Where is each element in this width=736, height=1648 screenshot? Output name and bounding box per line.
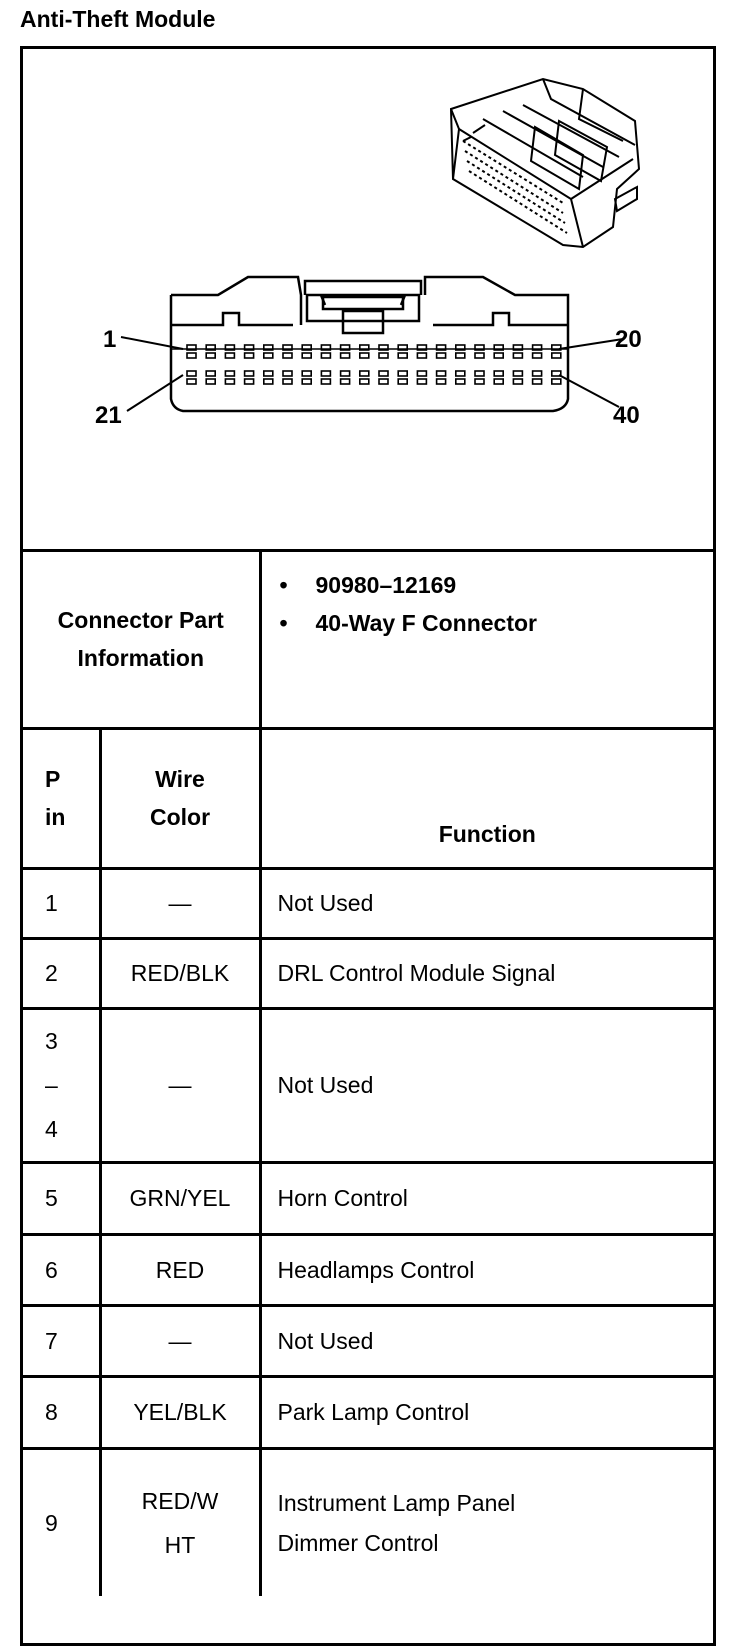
pin-cavity bbox=[437, 379, 446, 384]
page-title: Anti-Theft Module bbox=[20, 6, 216, 32]
pin-cavity bbox=[456, 345, 465, 350]
pin-cavity bbox=[302, 353, 311, 358]
pin-cavity bbox=[533, 371, 542, 376]
wire-color-cell: RED/BLK bbox=[100, 938, 260, 1008]
pin-cavity bbox=[494, 379, 503, 384]
pin-cavity bbox=[456, 379, 465, 384]
pin-cavity bbox=[283, 353, 292, 358]
connector-frame bbox=[20, 46, 716, 1646]
pin-cavity bbox=[187, 379, 196, 384]
wire-color-cell: RED bbox=[100, 1234, 260, 1305]
wire-color-cell: RED/W HT bbox=[100, 1448, 260, 1596]
pin-cavity bbox=[379, 379, 388, 384]
pin-cavity bbox=[533, 345, 542, 350]
pin-cavity bbox=[437, 345, 446, 350]
pin-rows bbox=[187, 345, 561, 384]
pin-cavity bbox=[225, 345, 234, 350]
pin-cell: 8 bbox=[23, 1376, 100, 1448]
pin-cavity bbox=[245, 379, 254, 384]
connector-svg bbox=[23, 49, 713, 549]
pin-cavity bbox=[398, 353, 407, 358]
pin-cavity bbox=[437, 371, 446, 376]
table-row bbox=[23, 1305, 713, 1376]
pin-cavity bbox=[264, 345, 273, 350]
pin-cavity bbox=[225, 371, 234, 376]
function-cell: DRL Control Module Signal bbox=[260, 938, 713, 1008]
pin-cavity bbox=[187, 345, 196, 350]
pin-cavity bbox=[417, 371, 426, 376]
wire-color-cell: — bbox=[100, 868, 260, 938]
pin-cavity bbox=[552, 353, 561, 358]
pin-cavity bbox=[264, 371, 273, 376]
pin-cavity bbox=[398, 379, 407, 384]
connector-type: • 40-Way F Connector bbox=[280, 604, 714, 642]
connector-info-items bbox=[260, 552, 713, 728]
function-cell: Headlamps Control bbox=[260, 1234, 713, 1305]
pin-label-20: 20 bbox=[615, 326, 642, 353]
wire-color-cell: — bbox=[100, 1305, 260, 1376]
pin-cell: 5 bbox=[23, 1162, 100, 1234]
function-cell: Not Used bbox=[260, 868, 713, 938]
pin-cavity bbox=[264, 353, 273, 358]
pin-cavity bbox=[245, 345, 254, 350]
pin-cavity bbox=[379, 353, 388, 358]
pin-cavity bbox=[513, 371, 522, 376]
table-row bbox=[23, 1448, 713, 1596]
pin-cavity bbox=[475, 345, 484, 350]
pin-cavity bbox=[341, 353, 350, 358]
pin-cavity bbox=[494, 353, 503, 358]
pin-cavity bbox=[187, 371, 196, 376]
pin-label-1: 1 bbox=[103, 326, 117, 353]
function-cell: Not Used bbox=[260, 1305, 713, 1376]
pin-cavity bbox=[245, 371, 254, 376]
pin-cavity bbox=[513, 345, 522, 350]
pin-cavity bbox=[379, 371, 388, 376]
pin-cavity bbox=[206, 379, 215, 384]
pin-cell: 3 –4 bbox=[23, 1008, 100, 1162]
table-header-row bbox=[23, 728, 713, 868]
pin-cavity bbox=[245, 353, 254, 358]
pin-cell: 2 bbox=[23, 938, 100, 1008]
pin-cavity bbox=[283, 345, 292, 350]
pin-cavity bbox=[341, 371, 350, 376]
pin-cavity bbox=[321, 379, 330, 384]
pin-cavity bbox=[321, 353, 330, 358]
pin-cavity bbox=[302, 345, 311, 350]
pin-cavity bbox=[417, 345, 426, 350]
pin-cavity bbox=[456, 353, 465, 358]
pin-cavity bbox=[552, 379, 561, 384]
pin-cavity bbox=[321, 345, 330, 350]
pin-label-21: 21 bbox=[95, 402, 122, 429]
table-row bbox=[23, 1376, 713, 1448]
function-cell: Horn Control bbox=[260, 1162, 713, 1234]
pin-cavity bbox=[533, 353, 542, 358]
table-row bbox=[23, 938, 713, 1008]
pin-cavity bbox=[398, 345, 407, 350]
pin-cavity bbox=[513, 353, 522, 358]
pin-cavity bbox=[379, 345, 388, 350]
header-function: Function bbox=[260, 728, 713, 868]
pinout-table bbox=[23, 552, 713, 1596]
pin-cavity bbox=[475, 353, 484, 358]
pin-cavity bbox=[360, 345, 369, 350]
pin-cavity bbox=[456, 371, 465, 376]
pin-cavity bbox=[494, 345, 503, 350]
connector-diagram bbox=[23, 49, 713, 552]
pin-cavity bbox=[341, 345, 350, 350]
function-cell: Not Used bbox=[260, 1008, 713, 1162]
header-wire-color: Wire Color bbox=[100, 728, 260, 868]
pin-cell: 7 bbox=[23, 1305, 100, 1376]
connector-info-row bbox=[23, 552, 713, 728]
table-row bbox=[23, 868, 713, 938]
pin-cavity bbox=[302, 379, 311, 384]
pin-cavity bbox=[264, 379, 273, 384]
connector-part-number: • 90980–12169 bbox=[280, 566, 714, 604]
pin-cavity bbox=[360, 371, 369, 376]
pin-cavity bbox=[360, 353, 369, 358]
pin-cavity bbox=[513, 379, 522, 384]
wire-color-cell: GRN/YEL bbox=[100, 1162, 260, 1234]
pin-cavity bbox=[283, 371, 292, 376]
pin-cavity bbox=[206, 353, 215, 358]
pin-cell: 6 bbox=[23, 1234, 100, 1305]
connector-3d-illustration bbox=[451, 79, 639, 247]
pin-cavity bbox=[398, 371, 407, 376]
pin-cavity bbox=[417, 353, 426, 358]
pin-cavity bbox=[494, 371, 503, 376]
pin-cavity bbox=[321, 371, 330, 376]
connector-info-label: Connector Part Information bbox=[23, 552, 260, 728]
wire-color-cell: YEL/BLK bbox=[100, 1376, 260, 1448]
pin-cell: 9 bbox=[23, 1448, 100, 1596]
pin-cell: 1 bbox=[23, 868, 100, 938]
connector-front-outline bbox=[171, 277, 568, 411]
pin-cavity bbox=[206, 371, 215, 376]
table-row bbox=[23, 1162, 713, 1234]
pin-cavity bbox=[437, 353, 446, 358]
pin-label-40: 40 bbox=[613, 402, 640, 429]
pin-cavity bbox=[225, 353, 234, 358]
pin-cavity bbox=[475, 371, 484, 376]
pin-cavity bbox=[225, 379, 234, 384]
wire-color-cell: — bbox=[100, 1008, 260, 1162]
pin-cavity bbox=[187, 353, 196, 358]
pin-cavity bbox=[417, 379, 426, 384]
pin-cavity bbox=[475, 379, 484, 384]
pin-cavity bbox=[302, 371, 311, 376]
pin-cavity bbox=[360, 379, 369, 384]
pin-cavity bbox=[283, 379, 292, 384]
table-row bbox=[23, 1008, 713, 1162]
pin-cavity bbox=[206, 345, 215, 350]
function-cell: Instrument Lamp Panel Dimmer Control bbox=[260, 1448, 713, 1596]
header-pin: P in bbox=[23, 728, 100, 868]
pin-cavity bbox=[533, 379, 542, 384]
pin-cavity bbox=[341, 379, 350, 384]
table-row bbox=[23, 1234, 713, 1305]
function-cell: Park Lamp Control bbox=[260, 1376, 713, 1448]
